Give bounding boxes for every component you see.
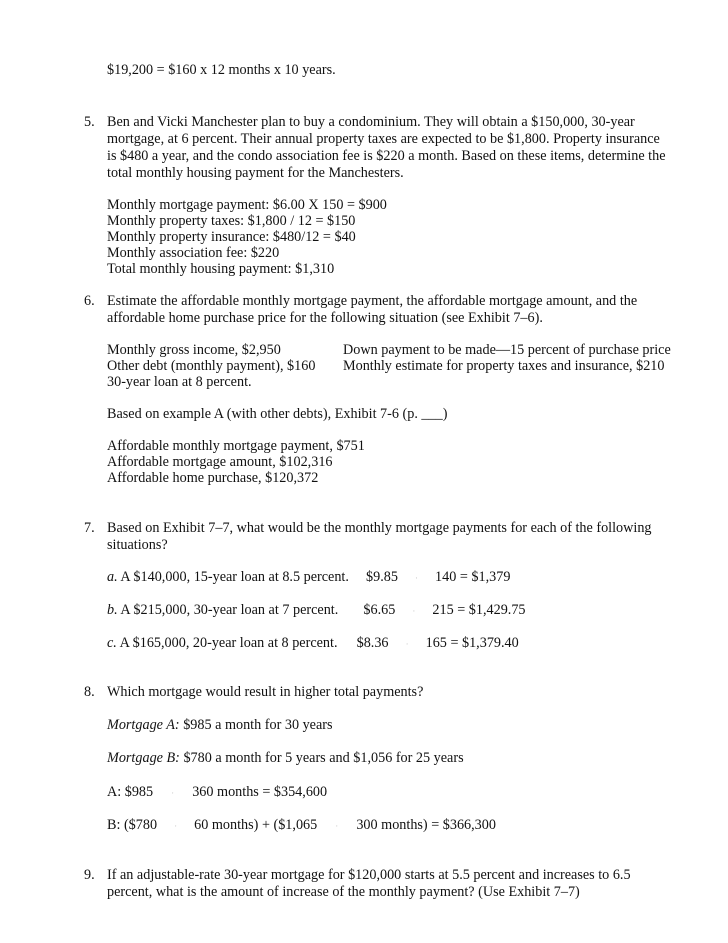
q7-item-separator: · <box>412 606 416 616</box>
q7-line: situations? <box>107 537 168 553</box>
q8-mortgage-b <box>107 750 464 767</box>
q6-answer: Affordable mortgage amount, $102,316 <box>107 454 333 470</box>
q5-line: Ben and Vicki Manchester plan to buy a condominium. They will obtain a $150,000, 30-year <box>107 114 635 130</box>
q7-item-text: A $215,000, 30-year loan at 7 percent. <box>120 602 339 618</box>
q6-given-left: 30-year loan at 8 percent. <box>107 374 252 390</box>
q8-calc-separator: · <box>174 821 178 831</box>
q6-given-right: Monthly estimate for property taxes and insurance, $210 <box>343 358 665 374</box>
q7-number: 7. <box>84 520 95 536</box>
q6-number: 6. <box>84 293 95 309</box>
q7-item-result: 165 = $1,379.40 <box>425 635 519 651</box>
q7-item-c <box>107 635 519 653</box>
q7-item-text: A $140,000, 15-year loan at 8.5 percent. <box>120 569 349 585</box>
q8-number: 8. <box>84 684 95 700</box>
q8-calc-a-part: A: $985 <box>107 784 154 800</box>
q8-question: Which mortgage would result in higher total payments? <box>107 684 424 700</box>
q8-calc-b <box>107 817 496 835</box>
q8-calc-b-part: B: ($780 <box>107 817 158 833</box>
q6-answer: Affordable home purchase, $120,372 <box>107 470 319 486</box>
q7-item-separator: · <box>405 639 409 649</box>
q6-given-right: Down payment to be made—15 percent of purchase price <box>343 342 671 358</box>
q8-calc-separator: · <box>171 788 175 798</box>
q5-answer: Monthly mortgage payment: $6.00 X 150 = $900 <box>107 197 387 213</box>
q7-item-letter: c. <box>107 635 117 651</box>
q6-given-left: Monthly gross income, $2,950 <box>107 342 281 358</box>
q5-line: is $480 a year, and the condo association fee is $220 a month. Based on these items, determine the <box>107 148 666 164</box>
q7-item-text: A $165,000, 20-year loan at 8 percent. <box>119 635 338 651</box>
q8-calc-b-part: 300 months) = $366,300 <box>356 817 496 833</box>
q5-line: mortgage, at 6 percent. Their annual property taxes are expected to be $1,800. Property insurance <box>107 131 660 147</box>
q8-mortgage-b-label: Mortgage B: <box>107 750 180 766</box>
q5-answer: Monthly property taxes: $1,800 / 12 = $150 <box>107 213 356 229</box>
q7-item-a <box>107 569 510 587</box>
q9-line: percent, what is the amount of increase of the monthly payment? (Use Exhibit 7–7) <box>107 884 580 900</box>
q6-given-left: Other debt (monthly payment), $160 <box>107 358 316 374</box>
q8-mortgage-a-text: $985 a month for 30 years <box>183 717 333 733</box>
q8-calc-a-part: 360 months = $354,600 <box>192 784 328 800</box>
q7-item-rate: $8.36 <box>356 635 389 651</box>
q5-number: 5. <box>84 114 95 130</box>
q5-answer: Monthly property insurance: $480/12 = $40 <box>107 229 356 245</box>
q7-item-rate: $9.85 <box>366 569 398 585</box>
q5-answer: Monthly association fee: $220 <box>107 245 280 261</box>
q7-item-letter: a. <box>107 569 118 585</box>
q8-calc-a <box>107 784 327 802</box>
q8-calc-separator: · <box>335 821 339 831</box>
q7-item-rate: $6.65 <box>363 602 396 618</box>
q8-mortgage-b-text: $780 a month for 5 years and $1,056 for 25 years <box>183 750 464 766</box>
q8-mortgage-a-label: Mortgage A: <box>107 717 180 733</box>
q8-mortgage-a <box>107 717 333 734</box>
q6-answer: Affordable monthly mortgage payment, $751 <box>107 438 365 454</box>
q7-item-result: 215 = $1,429.75 <box>432 602 526 618</box>
q7-item-b <box>107 602 526 620</box>
q5-answer-total: Total monthly housing payment: $1,310 <box>107 261 335 277</box>
intro-line: $19,200 = $160 x 12 months x 10 years. <box>107 62 336 78</box>
q7-item-result: 140 = $1,379 <box>435 569 511 585</box>
q6-line: Estimate the affordable monthly mortgage payment, the affordable mortgage amount, and the <box>107 293 638 309</box>
q9-line: If an adjustable-rate 30-year mortgage for $120,000 starts at 5.5 percent and increases to 6.5 <box>107 867 631 883</box>
q9-number: 9. <box>84 867 95 883</box>
q7-line: Based on Exhibit 7–7, what would be the monthly mortgage payments for each of the following <box>107 520 652 536</box>
q8-calc-b-part: 60 months) + ($1,065 <box>194 817 318 833</box>
q6-line: affordable home purchase price for the following situation (see Exhibit 7–6). <box>107 310 543 326</box>
q6-basis: Based on example A (with other debts), Exhibit 7-6 (p. ___) <box>107 406 448 422</box>
q7-item-separator: · <box>414 573 418 583</box>
q7-item-letter: b. <box>107 602 118 618</box>
q5-line: total monthly housing payment for the Manchesters. <box>107 165 404 181</box>
